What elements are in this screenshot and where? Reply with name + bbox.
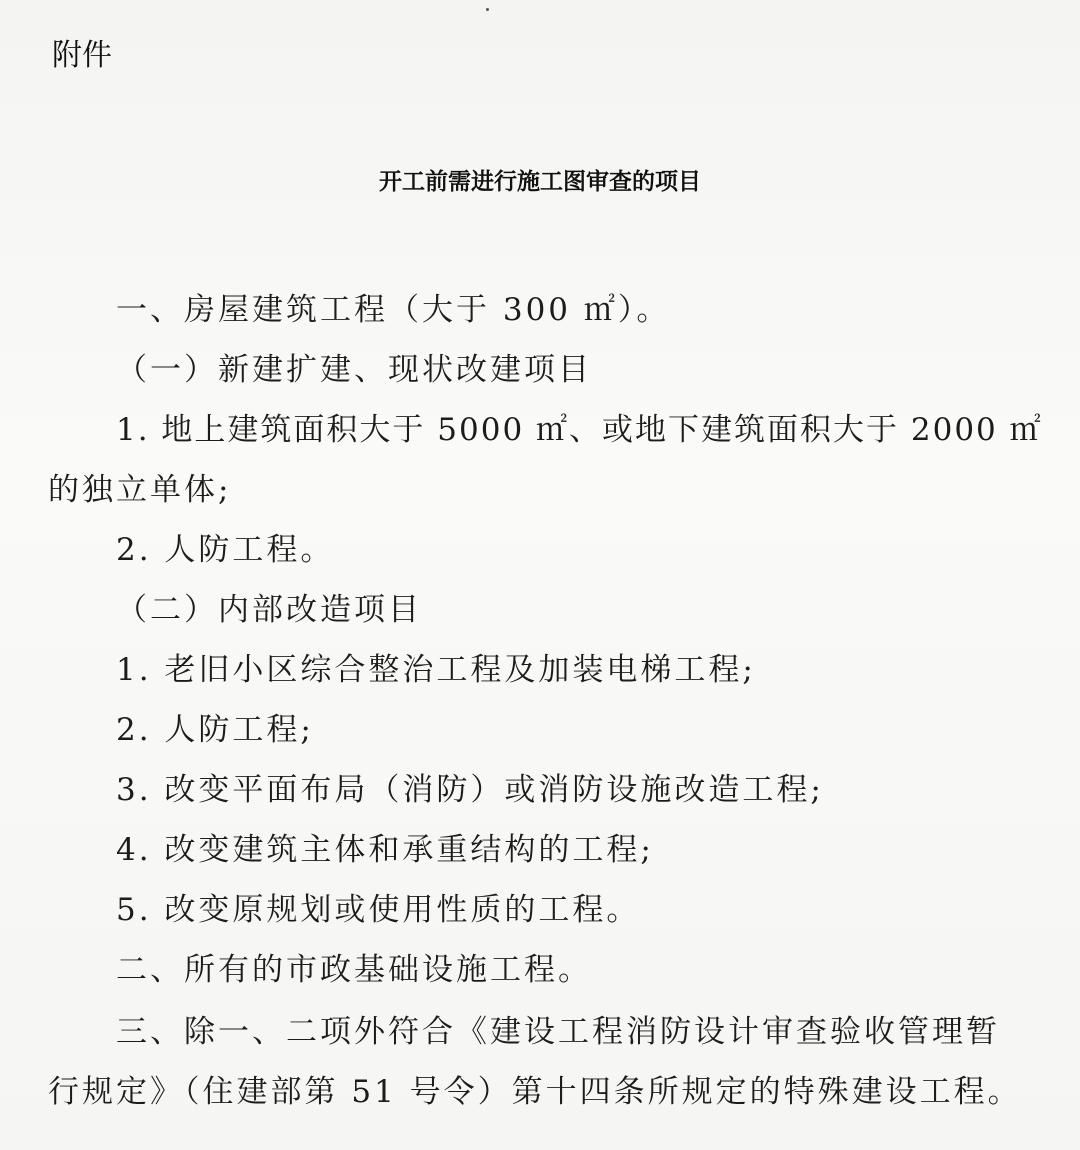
document-title: 开工前需进行施工图审查的项目 <box>379 168 701 195</box>
section-1-sub-2-item-4: 4. 改变建筑主体和承重结构的工程; <box>116 832 654 868</box>
section-1-sub-2-item-2: 2. 人防工程; <box>116 712 314 748</box>
section-1-sub-1-item-2: 2. 人防工程。 <box>116 532 335 568</box>
section-1-sub-1-heading: （一）新建扩建、现状改建项目 <box>116 352 592 388</box>
section-1-sub-1-item-1-line-2: 的独立单体; <box>48 472 232 508</box>
section-2-heading: 二、所有的市政基础设施工程。 <box>116 952 592 988</box>
section-3-line-1: 三、除一、二项外符合《建设工程消防设计审查验收管理暂 <box>116 1014 1000 1050</box>
section-1-heading: 一、房屋建筑工程（大于 300 ㎡）。 <box>116 292 671 328</box>
section-1-sub-2-item-1: 1. 老旧小区综合整治工程及加装电梯工程; <box>116 652 756 688</box>
attachment-label: 附件 <box>52 38 112 73</box>
section-1-sub-2-item-5: 5. 改变原规划或使用性质的工程。 <box>116 892 641 928</box>
section-1-sub-2-heading: （二）内部改造项目 <box>116 592 422 628</box>
section-3-line-2: 行规定》（住建部第 51 号令）第十四条所规定的特殊建设工程。 <box>48 1074 1022 1110</box>
section-1-sub-2-item-3: 3. 改变平面布局（消防）或消防设施改造工程; <box>116 772 824 808</box>
section-1-sub-1-item-1-line-1: 1. 地上建筑面积大于 5000 ㎡、或地下建筑面积大于 2000 ㎡ <box>116 412 1043 448</box>
scan-speck <box>486 8 489 11</box>
